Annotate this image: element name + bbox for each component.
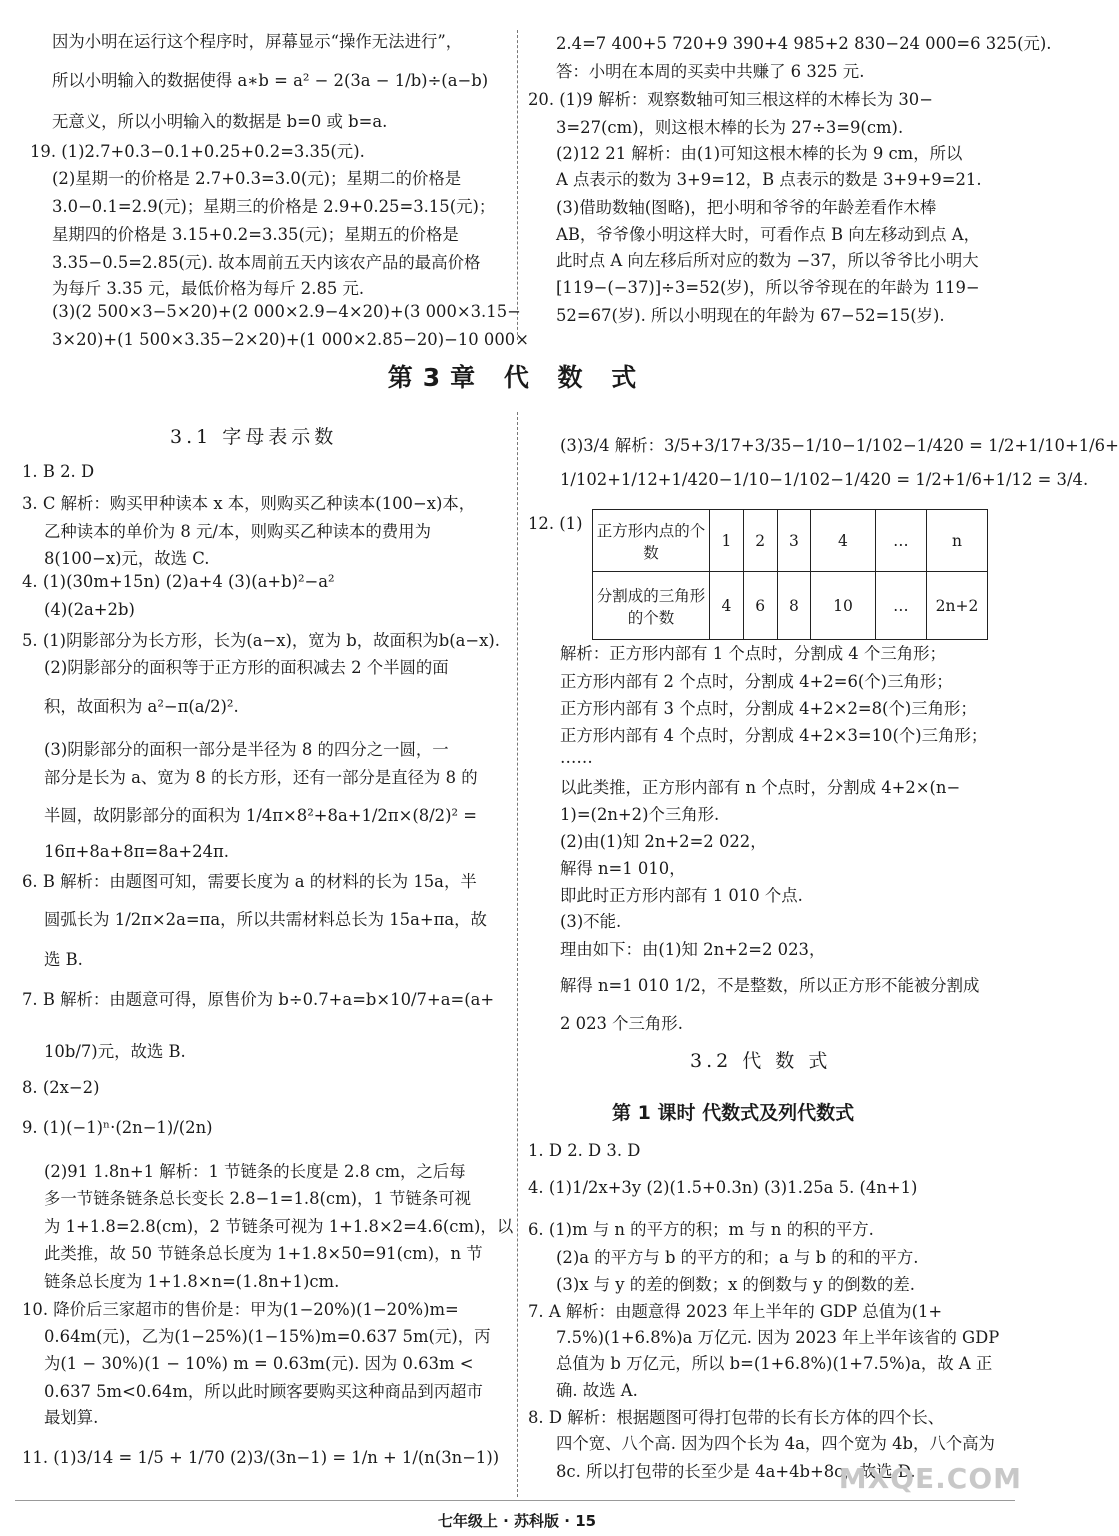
text-line: 所以小明输入的数据使得 a∗b = a² − 2(3a − 1/b)÷(a−b)	[52, 71, 489, 90]
answer-8: 8. D 解析：根据题图可得打包带的长有长方体的四个长、	[528, 1408, 945, 1427]
text-line: 正方形内部有 3 个点时，分割成 4+2×2=8(个)三角形；	[560, 699, 977, 718]
table-row-header: 正方形内点的个数	[593, 510, 710, 572]
text-line: 3×20)+(1 500×3.35−2×20)+(1 000×2.85−20)−10 000×	[52, 330, 529, 349]
table-cell: 6	[743, 572, 777, 640]
text-line: (2)星期一的价格是 2.7+0.3=3.0(元)；星期二的价格是	[52, 169, 462, 188]
text-line: A 点表示的数为 3+9=12，B 点表示的数是 3+9+9=21.	[556, 170, 982, 189]
answer-3: 3. C 解析：购买甲种读本 x 本，则购买乙种读本(100−x)本，	[22, 494, 476, 513]
text-line: 确. 故选 A.	[556, 1381, 638, 1400]
bottom-column-divider	[517, 412, 518, 1497]
table-row-header: 分割成的三角形的个数	[593, 572, 710, 640]
text-line: (2)a 的平方与 b 的平方的和；a 与 b 的和的平方.	[556, 1248, 919, 1267]
text-line: 7.5%)(1+6.8%)a 万亿元. 因为 2023 年上半年该省的 GDP	[556, 1328, 1000, 1347]
text-line: 多一节链条链条总长变长 2.8−1=1.8(cm)，1 节链条可视	[44, 1189, 472, 1208]
page-footer: 七年级上 · 苏科版 · 15	[437, 1512, 597, 1530]
text-line: 2.4=7 400+5 720+9 390+4 985+2 830−24 000=6 325(元).	[556, 34, 1052, 53]
text-line: 无意义，所以小明输入的数据是 b=0 或 b=a.	[52, 112, 388, 131]
text-line: 2 023 个三角形.	[560, 1014, 683, 1033]
answer-19: 19. (1)2.7+0.3−0.1+0.25+0.2=3.35(元).	[30, 142, 365, 161]
table-cell: 2n+2	[927, 572, 988, 640]
text-line: 0.637 5m<0.64m，所以此时顾客要购买这种商品到丙超市	[44, 1382, 483, 1401]
points-triangles-table	[592, 509, 988, 640]
text-line: 16π+8a+8π=8a+24π.	[44, 842, 230, 861]
text-line: (3)阴影部分的面积一部分是半径为 8 的四分之一圆，一	[44, 740, 449, 759]
text-line: 0.64m(元)，乙为(1−25%)(1−15%)m=0.637 5m(元)，丙	[44, 1327, 491, 1346]
text-line: 3.35−0.5=2.85(元). 故本周前五天内该农产品的最高价格	[52, 253, 481, 272]
text-line: 8c. 所以打包带的长至少是 4a+4b+8c，故选 D.	[556, 1462, 916, 1481]
lesson-title: 第 1 课时 代数式及列代数式	[612, 1102, 855, 1124]
table-cell: 2	[743, 510, 777, 572]
table-cell: 4	[811, 510, 875, 572]
text-line: 解得 n=1 010 1/2，不是整数，所以正方形不能被分割成	[560, 976, 980, 995]
text-line: 选 B.	[44, 950, 83, 969]
text-line: 星期四的价格是 3.15+0.2=3.35(元)；星期五的价格是	[52, 225, 459, 244]
answer-6: 6. (1)m 与 n 的平方的积；m 与 n 的积的平方.	[528, 1220, 874, 1239]
table-cell: n	[927, 510, 988, 572]
text-line: 为(1 − 30%)(1 − 10%) m = 0.63m(元). 因为 0.63m <	[44, 1354, 474, 1373]
answer-4-5: 4. (1)1/2x+3y (2)(1.5+0.3n) (3)1.25a 5. (4n+1)	[528, 1178, 918, 1197]
text-line: ……	[560, 748, 593, 767]
text-line: 3.0−0.1=2.9(元)；星期三的价格是 2.9+0.25=3.15(元)；	[52, 197, 496, 216]
text-line: 解得 n=1 010，	[560, 859, 686, 878]
answer-10: 10. 降价后三家超市的售价是：甲为(1−20%)(1−20%)m=	[22, 1300, 459, 1319]
text-line: 52=67(岁). 所以小明现在的年龄为 67−52=15(岁).	[556, 306, 945, 325]
answer-6: 6. B 解析：由题图可知，需要长度为 a 的材料的长为 15a，半	[22, 872, 477, 891]
answer-11: 11. (1)3/14 = 1/5 + 1/70 (2)3/(3n−1) = 1/n + 1/(n(3n−1))	[22, 1448, 500, 1467]
answer-7: 7. B 解析：由题意可得，原售价为 b÷0.7+a=b×10/7+a=(a+	[22, 990, 495, 1009]
table-cell: 10	[811, 572, 875, 640]
text-line: (2)91 1.8n+1 解析：1 节链条的长度是 2.8 cm，之后每	[44, 1162, 466, 1181]
answer-20: 20. (1)9 解析：观察数轴可知三根这样的木棒长为 30−	[528, 90, 933, 109]
text-line: 此时点 A 向左移后所对应的数为 −37，所以爷爷比小明大	[556, 251, 979, 270]
watermark: MXQE.COM	[838, 1462, 1022, 1495]
text-line: 总值为 b 万亿元，所以 b=(1+6.8%)(1+7.5%)a，故 A 正	[556, 1354, 993, 1373]
answer-1-3: 1. D 2. D 3. D	[528, 1141, 641, 1160]
table-cell: …	[875, 510, 926, 572]
answer-1-2: 1. B 2. D	[22, 462, 95, 481]
text-line: 积，故面积为 a²−π(a/2)².	[44, 697, 239, 716]
text-line: 理由如下：由(1)知 2n+2=2 023，	[560, 940, 826, 959]
table-cell: 8	[777, 572, 811, 640]
text-line: 四个宽、八个高. 因为四个长为 4a，四个宽为 4b，八个高为	[556, 1434, 995, 1453]
text-line: 10b/7)元，故选 B.	[44, 1042, 186, 1061]
section-title-3-1: 3.1 字母表示数	[170, 426, 338, 448]
text-line: 正方形内部有 2 个点时，分割成 4+2=6(个)三角形；	[560, 672, 953, 691]
text-line: 此类推，故 50 节链条总长度为 1+1.8×50=91(cm)，n 节	[44, 1244, 483, 1263]
answer-5: 5. (1)阴影部分为长方形，长为(a−x)，宽为 b，故面积为b(a−x).	[22, 631, 500, 650]
question-12-label: 12. (1)	[528, 514, 583, 533]
table-cell: …	[875, 572, 926, 640]
text-line: 为 1+1.8=2.8(cm)，2 节链条可视为 1+1.8×2=4.6(cm)，以	[44, 1217, 514, 1236]
table-cell: 3	[777, 510, 811, 572]
text-line: (3)借助数轴(图略)，把小明和爷爷的年龄差看作木棒	[556, 198, 937, 217]
text-line: [119−(−37)]÷3=52(岁)，所以爷爷现在的年龄为 119−	[556, 278, 980, 297]
text-line: 链条总长度为 1+1.8×n=(1.8n+1)cm.	[44, 1272, 340, 1291]
text-line: 解析：正方形内部有 1 个点时，分割成 4 个三角形；	[560, 644, 946, 663]
text-line: 因为小明在运行这个程序时，屏幕显示“操作无法进行”，	[52, 32, 463, 51]
text-line: 圆弧长为 1/2π×2a=πa，所以共需材料总长为 15a+πa，故	[44, 910, 487, 929]
text-line: 乙种读本的单价为 8 元/本，则购买乙种读本的费用为	[44, 522, 431, 541]
text-line: 半圆，故阴影部分的面积为 1/4π×8²+8a+1/2π×(8/2)² =	[44, 806, 478, 825]
answer-9: 9. (1)(−1)ⁿ·(2n−1)/(2n)	[22, 1118, 213, 1137]
text-line: (3)不能.	[560, 912, 622, 931]
text-line: 为每斤 3.35 元，最低价格为每斤 2.85 元.	[52, 279, 365, 298]
answer-8: 8. (2x−2)	[22, 1078, 100, 1097]
table-cell: 1	[710, 510, 744, 572]
text-line: 正方形内部有 4 个点时，分割成 4+2×3=10(个)三角形；	[560, 726, 988, 745]
text-line: AB，爷爷像小明这样大时，可看作点 B 向左移动到点 A，	[556, 225, 980, 244]
chapter-title: 第3章 代 数 式	[387, 363, 647, 392]
text-line: (3)3/4 解析：3/5+3/17+3/35−1/10−1/102−1/420 = 1/2+1/10+1/6+	[560, 436, 1119, 455]
text-line: 1/102+1/12+1/420−1/10−1/102−1/420 = 1/2+1/6+1/12 = 3/4.	[560, 470, 1089, 489]
text-line: (3)x 与 y 的差的倒数；x 的倒数与 y 的倒数的差.	[556, 1275, 915, 1294]
text-line: 即此时正方形内部有 1 010 个点.	[560, 886, 803, 905]
text-line: 最划算.	[44, 1408, 99, 1427]
text-line: (2)由(1)知 2n+2=2 022，	[560, 832, 767, 851]
text-line: 8(100−x)元，故选 C.	[44, 549, 210, 568]
text-line: (3)(2 500×3−5×20)+(2 000×2.9−4×20)+(3 000×3.15−	[52, 302, 521, 321]
text-line: 1)=(2n+2)个三角形.	[560, 805, 720, 824]
text-line: 以此类推，正方形内部有 n 个点时，分割成 4+2×(n−	[560, 778, 961, 797]
text-line: (4)(2a+2b)	[44, 600, 135, 619]
answer-7: 7. A 解析：由题意得 2023 年上半年的 GDP 总值为(1+	[528, 1302, 943, 1321]
text-line: (2)阴影部分的面积等于正方形的面积减去 2 个半圆的面	[44, 658, 449, 677]
text-line: (2)12 21 解析：由(1)可知这根木棒的长为 9 cm，所以	[556, 144, 963, 163]
section-title-3-2: 3.2 代 数 式	[690, 1050, 832, 1072]
table-cell: 4	[710, 572, 744, 640]
text-line: 3=27(cm)，则这根木棒的长为 27÷3=9(cm).	[556, 118, 904, 137]
text-line: 部分是长为 a、宽为 8 的长方形，还有一部分是直径为 8 的	[44, 768, 478, 787]
footer-rule	[15, 1500, 1015, 1501]
answer-4: 4. (1)(30m+15n) (2)a+4 (3)(a+b)²−a²	[22, 572, 335, 591]
top-column-divider	[517, 30, 518, 340]
text-line: 答：小明在本周的买卖中共赚了 6 325 元.	[556, 62, 865, 81]
